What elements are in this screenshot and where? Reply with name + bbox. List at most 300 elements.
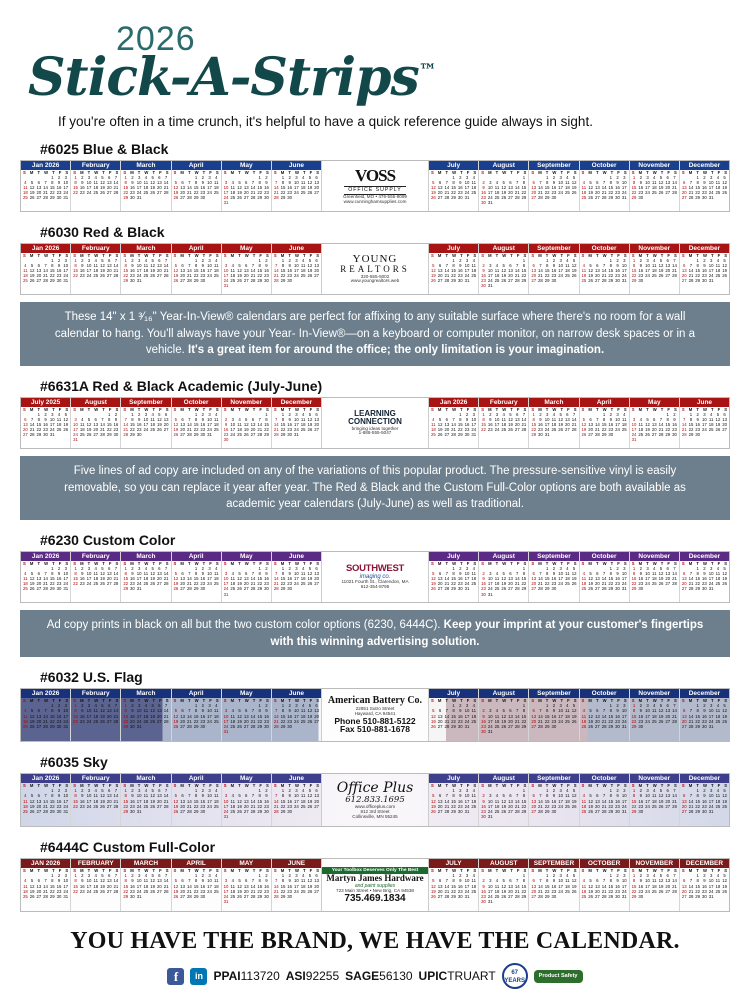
month-name: APRIL — [172, 859, 221, 868]
ad-officeplus-phone: 612.833.1695 — [345, 795, 405, 806]
asi-label: ASI — [285, 969, 306, 984]
trademark-symbol: ™ — [418, 60, 437, 82]
month-block — [272, 398, 321, 448]
month-grid: 1 2 3 4 5 6 7 8 9 10 11 12 13 14 15 16 17 18 19 20 21 22 23 24 25 26 27 28 29 30 31 — [22, 258, 69, 284]
weekday-header: S M T W T F S — [73, 561, 119, 567]
ad-martyn-james — [321, 859, 429, 911]
month-name: MAY — [222, 859, 271, 868]
message-bar-2 — [20, 456, 730, 520]
month-block — [630, 689, 680, 741]
ad-learning-name2: CONNECTION — [348, 417, 402, 427]
weekday-header: S M T W T F S — [223, 698, 269, 704]
month-name: March — [529, 398, 578, 407]
ad-voss — [321, 161, 429, 211]
month-grid: 1 2 3 4 5 6 7 8 9 10 11 12 13 14 15 16 17 18 19 20 21 22 23 24 25 26 27 28 29 30 — [173, 566, 219, 592]
ad-southwest-name: SOUTHWEST — [346, 563, 404, 575]
month-block — [680, 398, 729, 448]
weekday-header: S M T W T F S — [431, 407, 477, 413]
strip-right-months — [429, 398, 729, 448]
month-grid: 1 2 3 4 5 6 7 8 9 10 11 12 13 14 15 16 17 18 19 20 21 22 23 24 25 26 27 28 29 30 — [173, 175, 219, 201]
weekday-header: S M T W T F S — [431, 868, 477, 874]
month-block — [580, 398, 630, 448]
month-grid: 1 2 3 4 5 6 7 8 9 10 11 12 13 14 15 16 17 18 19 20 21 22 23 24 25 26 27 28 29 30 31 — [223, 873, 269, 904]
month-grid: 1 2 3 4 5 6 7 8 9 10 11 12 13 14 15 16 17 18 19 20 21 22 23 24 25 26 27 28 29 30 31 — [273, 412, 320, 438]
ad-martyn-name: Martyn James Hardware — [326, 872, 424, 883]
month-name: February — [71, 689, 120, 698]
month-name: June — [272, 552, 321, 561]
month-name: November — [630, 161, 679, 170]
weekday-header: S M T W T F S — [581, 561, 627, 567]
month-grid: 1 2 3 4 5 6 7 8 9 10 11 12 13 14 15 16 17 18 19 20 21 22 23 24 25 26 27 28 — [73, 175, 119, 196]
weekday-header: S M T W T F S — [123, 561, 169, 567]
month-block — [21, 398, 71, 448]
month-name: December — [680, 774, 729, 783]
strip-left-months — [21, 689, 321, 741]
weekday-header: S M T W T F S — [273, 253, 319, 258]
linkedin-icon[interactable]: in — [190, 968, 207, 985]
month-block — [222, 161, 272, 211]
month-grid: 1 2 3 4 5 6 7 8 9 10 11 12 13 14 15 16 17 18 19 20 21 22 23 24 25 26 27 28 29 30 — [631, 258, 677, 284]
weekday-header: S M T W T F S — [23, 407, 69, 413]
weekday-header: S M T W T F S — [481, 698, 527, 704]
weekday-header: S M T W T F S — [631, 407, 677, 413]
month-name: August — [479, 689, 528, 698]
month-name: Jan 2026 — [21, 774, 70, 783]
weekday-header: S M T W T F S — [481, 868, 527, 874]
month-grid: 1 2 3 4 5 6 7 8 9 10 11 12 13 14 15 16 17 18 19 20 21 22 23 24 25 26 27 28 29 30 31 — [123, 258, 169, 284]
strip-left-months — [21, 552, 321, 602]
month-grid: 1 2 3 4 5 6 7 8 9 10 11 12 13 14 15 16 17 18 19 20 21 22 23 24 25 26 27 28 29 30 — [581, 412, 627, 438]
message-2-text: Five lines of ad copy are included on any of the variations of this popular product. The pressure-sensitive vinyl is easily removable, so you can replace it year after year. The Red & Black and the Custom Full-Color options are both available as academic year calendars (July-June) as well as traditional. — [64, 465, 686, 511]
ad-southwest-imaging — [321, 552, 429, 602]
weekday-header: S M T W T F S — [481, 253, 527, 258]
section-title-6035: #6035 Sky — [40, 754, 108, 771]
weekday-header: S M T W T F S — [73, 253, 119, 258]
weekday-header: S M T W T F S — [531, 253, 577, 258]
month-grid: 1 2 3 4 5 6 7 8 9 10 11 12 13 14 15 16 17 18 19 20 21 22 23 24 25 26 27 28 29 30 31 — [581, 175, 627, 201]
month-grid: 1 2 3 4 5 6 7 8 9 10 11 12 13 14 15 16 17 18 19 20 21 22 23 24 25 26 27 28 29 30 — [531, 788, 577, 814]
month-grid: 1 2 3 4 5 6 7 8 9 10 11 12 13 14 15 16 17 18 19 20 21 22 23 24 25 26 27 28 29 30 — [173, 788, 219, 814]
month-grid: 1 2 3 4 5 6 7 8 9 10 11 12 13 14 15 16 17 18 19 20 21 22 23 24 25 26 27 28 — [73, 258, 119, 279]
weekday-header: S M T W T F S — [631, 561, 677, 567]
weekday-header: S M T W T F S — [223, 868, 269, 874]
month-block — [121, 774, 171, 826]
footer-badges — [0, 963, 750, 989]
calendar-strip-6030 — [20, 243, 730, 295]
month-name: February — [479, 398, 528, 407]
month-name: April — [172, 244, 221, 253]
month-grid: 1 2 3 4 5 6 7 8 9 10 11 12 13 14 15 16 17 18 19 20 21 22 23 24 25 26 27 28 29 30 31 — [22, 566, 69, 592]
month-grid: 1 2 3 4 5 6 7 8 9 10 11 12 13 14 15 16 17 18 19 20 21 22 23 24 25 26 27 28 29 30 31 — [73, 412, 119, 443]
month-block — [479, 689, 529, 741]
section-title-6032: #6032 U.S. Flag — [40, 669, 143, 686]
facebook-icon[interactable]: f — [167, 968, 184, 985]
ad-battery-fax: Fax 510-881-1678 — [340, 724, 410, 735]
sage-value: 56130 — [379, 969, 413, 984]
weekday-header: S M T W T F S — [481, 783, 527, 789]
month-grid: 1 2 3 4 5 6 7 8 9 10 11 12 13 14 15 16 17 18 19 20 21 22 23 24 25 26 27 28 29 30 31 — [631, 412, 677, 443]
month-grid: 1 2 3 4 5 6 7 8 9 10 11 12 13 14 15 16 17 18 19 20 21 22 23 24 25 26 27 28 29 30 31 — [481, 566, 527, 597]
ad-learning-sub: bringing ideas together — [351, 425, 399, 431]
month-name: August — [479, 244, 528, 253]
month-grid: 1 2 3 4 5 6 7 8 9 10 11 12 13 14 15 16 17 18 19 20 21 22 23 24 25 26 27 28 29 30 — [173, 258, 219, 284]
month-block — [172, 161, 222, 211]
month-grid: 1 2 3 4 5 6 7 8 9 10 11 12 13 14 15 16 17 18 19 20 21 22 23 24 25 26 27 28 29 30 — [173, 873, 219, 899]
month-block — [630, 161, 680, 211]
weekday-header: S M T W T F S — [531, 561, 577, 567]
month-grid: 1 2 3 4 5 6 7 8 9 10 11 12 13 14 15 16 17 18 19 20 21 22 23 24 25 26 27 28 29 30 — [273, 258, 320, 284]
weekday-header: S M T W T F S — [123, 868, 169, 874]
ad-voss-address: Greenfield, MO • 476-555-9099 — [343, 194, 407, 200]
month-grid: 1 2 3 4 5 6 7 8 9 10 11 12 13 14 15 16 17 18 19 20 21 22 23 24 25 26 27 28 29 30 — [531, 258, 577, 284]
month-name: July — [429, 774, 478, 783]
strip-left-months — [21, 774, 321, 826]
month-block — [529, 689, 579, 741]
month-block — [272, 552, 321, 602]
month-block — [172, 398, 222, 448]
month-name: July — [429, 552, 478, 561]
month-grid: 1 2 3 4 5 6 7 8 9 10 11 12 13 14 15 16 17 18 19 20 21 22 23 24 25 26 27 28 29 30 31 — [430, 566, 477, 592]
message-1-bold: It's a great item for around the office; the only limitation is your imagination. — [188, 344, 605, 357]
month-name: February — [71, 244, 120, 253]
weekday-header: S M T W T F S — [581, 170, 627, 175]
calendar-strip-6032 — [20, 688, 730, 742]
month-grid: 1 2 3 4 5 6 7 8 9 10 11 12 13 14 15 16 17 18 19 20 21 22 23 24 25 26 27 28 29 30 31 — [581, 873, 627, 899]
month-block — [630, 774, 680, 826]
month-block — [630, 398, 680, 448]
month-grid: 1 2 3 4 5 6 7 8 9 10 11 12 13 14 15 16 17 18 19 20 21 22 23 24 25 26 27 28 29 30 31 — [581, 703, 627, 729]
weekday-header: S M T W T F S — [681, 698, 727, 704]
weekday-header: S M T W T F S — [631, 698, 677, 704]
month-block — [121, 859, 171, 911]
month-block — [429, 859, 479, 911]
month-grid: 1 2 3 4 5 6 7 8 9 10 11 12 13 14 15 16 17 18 19 20 21 22 23 24 25 26 27 28 29 30 31 — [22, 873, 69, 899]
ad-officeplus-web: www.officeplus.com — [354, 803, 396, 809]
month-grid: 1 2 3 4 5 6 7 8 9 10 11 12 13 14 15 16 17 18 19 20 21 22 23 24 25 26 27 28 29 30 31 — [430, 175, 477, 201]
weekday-header: S M T W T F S — [631, 253, 677, 258]
month-block — [21, 774, 71, 826]
strip-right-months — [429, 244, 729, 294]
month-grid: 1 2 3 4 5 6 7 8 9 10 11 12 13 14 15 16 17 18 19 20 21 22 23 24 25 26 27 28 — [481, 412, 527, 433]
anniversary-badge-icon: 67 YEARS — [502, 963, 528, 989]
weekday-header: S M T W T F S — [123, 170, 169, 175]
month-grid: 1 2 3 4 5 6 7 8 9 10 11 12 13 14 15 16 17 18 19 20 21 22 23 24 25 26 27 28 29 30 — [631, 175, 677, 201]
asi-badge — [286, 969, 339, 983]
month-grid: 1 2 3 4 5 6 7 8 9 10 11 12 13 14 15 16 17 18 19 20 21 22 23 24 25 26 27 28 29 30 — [531, 566, 577, 592]
month-grid: 1 2 3 4 5 6 7 8 9 10 11 12 13 14 15 16 17 18 19 20 21 22 23 24 25 26 27 28 29 30 — [531, 703, 577, 729]
month-name: July 2025 — [21, 398, 70, 407]
month-name: JAN 2026 — [21, 859, 70, 868]
month-grid: 1 2 3 4 5 6 7 8 9 10 11 12 13 14 15 16 17 18 19 20 21 22 23 24 25 26 27 28 29 30 — [631, 788, 677, 814]
ad-young-phone: 320-555-5002 — [360, 273, 390, 279]
ad-young-sub: REALTORS — [340, 264, 410, 275]
month-block — [71, 774, 121, 826]
month-grid: 1 2 3 4 5 6 7 8 9 10 11 12 13 14 15 16 17 18 19 20 21 22 23 24 25 26 27 28 29 30 31 — [481, 873, 527, 904]
month-block — [529, 398, 579, 448]
month-grid: 1 2 3 4 5 6 7 8 9 10 11 12 13 14 15 16 17 18 19 20 21 22 23 24 25 26 27 28 29 30 31 — [481, 788, 527, 819]
upic-label: UPIC — [418, 969, 448, 984]
month-block — [680, 244, 729, 294]
month-name: August — [479, 774, 528, 783]
weekday-header: S M T W T F S — [23, 170, 69, 175]
section-title-6631a: #6631A Red & Black Academic (July-June) — [40, 378, 323, 395]
month-name: February — [71, 161, 120, 170]
ppai-label: PPAI — [213, 969, 241, 984]
month-name: July — [429, 689, 478, 698]
month-grid: 1 2 3 4 5 6 7 8 9 10 11 12 13 14 15 16 17 18 19 20 21 22 23 24 25 26 27 28 — [73, 873, 119, 894]
weekday-header: S M T W T F S — [73, 698, 119, 704]
month-grid: 1 2 3 4 5 6 7 8 9 10 11 12 13 14 15 16 17 18 19 20 21 22 23 24 25 26 27 28 29 30 31 — [481, 258, 527, 289]
month-block — [580, 689, 630, 741]
page-header — [0, 0, 750, 129]
month-name: December — [680, 552, 729, 561]
month-block — [630, 552, 680, 602]
month-grid: 1 2 3 4 5 6 7 8 9 10 11 12 13 14 15 16 17 18 19 20 21 22 23 24 25 26 27 28 — [73, 566, 119, 587]
weekday-header: S M T W T F S — [431, 561, 477, 567]
weekday-header: S M T W T F S — [681, 253, 727, 258]
month-name: December — [680, 161, 729, 170]
weekday-header: S M T W T F S — [273, 407, 319, 413]
weekday-header: S M T W T F S — [273, 561, 319, 567]
weekday-header: S M T W T F S — [223, 783, 269, 789]
weekday-header: S M T W T F S — [223, 561, 269, 567]
month-name: November — [630, 689, 679, 698]
month-name: April — [172, 161, 221, 170]
strip-left-months — [21, 398, 321, 448]
month-name: October — [580, 244, 629, 253]
ad-battery-address1: 22851 Sutro Street — [355, 705, 395, 711]
weekday-header: S M T W T F S — [681, 561, 727, 567]
calendar-strip-6035 — [20, 773, 730, 827]
month-grid: 1 2 3 4 5 6 7 8 9 10 11 12 13 14 15 16 17 18 19 20 21 22 23 24 25 26 27 28 29 30 31 — [581, 788, 627, 814]
month-block — [680, 161, 729, 211]
month-name: December — [680, 244, 729, 253]
month-grid: 1 2 3 4 5 6 7 8 9 10 11 12 13 14 15 16 17 18 19 20 21 22 23 24 25 26 27 28 29 30 31 — [681, 258, 728, 284]
month-block — [71, 552, 121, 602]
month-grid: 1 2 3 4 5 6 7 8 9 10 11 12 13 14 15 16 17 18 19 20 21 22 23 24 25 26 27 28 29 30 — [273, 788, 320, 814]
month-block — [529, 161, 579, 211]
month-block — [630, 859, 680, 911]
month-block — [429, 774, 479, 826]
ppai-value: 113720 — [240, 969, 280, 984]
month-grid: 1 2 3 4 5 6 7 8 9 10 11 12 13 14 15 16 17 18 19 20 21 22 23 24 25 26 27 28 29 30 31 — [223, 788, 269, 819]
month-name: July — [429, 161, 478, 170]
section-title-6030: #6030 Red & Black — [40, 224, 165, 240]
month-name: October — [580, 689, 629, 698]
month-name: November — [630, 774, 679, 783]
month-block — [222, 774, 272, 826]
month-block — [121, 161, 171, 211]
month-block — [21, 161, 71, 211]
weekday-header: S M T W T F S — [581, 783, 627, 789]
month-name: October — [172, 398, 221, 407]
month-grid: 1 2 3 4 5 6 7 8 9 10 11 12 13 14 15 16 17 18 19 20 21 22 23 24 25 26 27 28 29 30 31 — [430, 412, 477, 438]
weekday-header: S M T W T F S — [531, 407, 577, 413]
month-grid: 1 2 3 4 5 6 7 8 9 10 11 12 13 14 15 16 17 18 19 20 21 22 23 24 25 26 27 28 29 30 — [531, 175, 577, 201]
month-name: September — [529, 552, 578, 561]
month-name: March — [121, 774, 170, 783]
month-name: December — [680, 689, 729, 698]
weekday-header: S M T W T F S — [631, 868, 677, 874]
month-name: April — [580, 398, 629, 407]
month-grid: 1 2 3 4 5 6 7 8 9 10 11 12 13 14 15 16 17 18 19 20 21 22 23 24 25 26 27 28 29 30 31 — [681, 566, 728, 592]
ad-battery-name: American Battery Co. — [327, 695, 423, 707]
month-block — [222, 859, 272, 911]
month-name: November — [222, 398, 271, 407]
month-name: April — [172, 689, 221, 698]
month-grid: 1 2 3 4 5 6 7 8 9 10 11 12 13 14 15 16 17 18 19 20 21 22 23 24 25 26 27 28 29 30 31 — [22, 175, 69, 201]
month-block — [272, 774, 321, 826]
month-block — [21, 552, 71, 602]
month-name: September — [529, 689, 578, 698]
weekday-header: S M T W T F S — [223, 170, 269, 175]
month-name: Jan 2026 — [21, 161, 70, 170]
strip-right-months — [429, 774, 729, 826]
month-grid: 1 2 3 4 5 6 7 8 9 10 11 12 13 14 15 16 17 18 19 20 21 22 23 24 25 26 27 28 29 30 — [123, 412, 169, 438]
month-grid: 1 2 3 4 5 6 7 8 9 10 11 12 13 14 15 16 17 18 19 20 21 22 23 24 25 26 27 28 29 30 31 — [430, 258, 477, 284]
month-block — [71, 398, 121, 448]
ad-learning-name: LEARNING — [354, 408, 396, 418]
upic-badge — [419, 969, 496, 983]
weekday-header: S M T W T F S — [223, 253, 269, 258]
month-grid: 1 2 3 4 5 6 7 8 9 10 11 12 13 14 15 16 17 18 19 20 21 22 23 24 25 26 27 28 29 30 31 — [531, 412, 577, 438]
month-grid: 1 2 3 4 5 6 7 8 9 10 11 12 13 14 15 16 17 18 19 20 21 22 23 24 25 26 27 28 — [73, 788, 119, 809]
month-name: Jan 2026 — [21, 552, 70, 561]
month-grid: 1 2 3 4 5 6 7 8 9 10 11 12 13 14 15 16 17 18 19 20 21 22 23 24 25 26 27 28 29 30 — [631, 566, 677, 592]
ad-battery-address2: Hayward, CA 94541 — [354, 710, 396, 716]
month-grid: 1 2 3 4 5 6 7 8 9 10 11 12 13 14 15 16 17 18 19 20 21 22 23 24 25 26 27 28 29 30 31 — [123, 175, 169, 201]
month-grid: 1 2 3 4 5 6 7 8 9 10 11 12 13 14 15 16 17 18 19 20 21 22 23 24 25 26 27 28 29 30 — [223, 412, 269, 443]
month-name: Jan 2026 — [21, 244, 70, 253]
weekday-header: S M T W T F S — [173, 783, 219, 789]
weekday-header: S M T W T F S — [173, 253, 219, 258]
ad-officeplus-address2: Collinsville, MN 55245 — [352, 813, 398, 819]
month-name: June — [272, 244, 321, 253]
month-block — [222, 689, 272, 741]
ad-young-realtors — [321, 244, 429, 294]
weekday-header: S M T W T F S — [531, 868, 577, 874]
month-name: August — [479, 161, 528, 170]
weekday-header: S M T W T F S — [631, 170, 677, 175]
weekday-header: S M T W T F S — [273, 170, 319, 175]
strip-right-months — [429, 859, 729, 911]
weekday-header: S M T W T F S — [273, 698, 319, 704]
weekday-header: S M T W T F S — [173, 170, 219, 175]
month-name: February — [71, 774, 120, 783]
month-block — [121, 689, 171, 741]
month-grid: 1 2 3 4 5 6 7 8 9 10 11 12 13 14 15 16 17 18 19 20 21 22 23 24 25 26 27 28 29 30 31 — [123, 873, 169, 899]
weekday-header: S M T W T F S — [581, 698, 627, 704]
month-grid: 1 2 3 4 5 6 7 8 9 10 11 12 13 14 15 16 17 18 19 20 21 22 23 24 25 26 27 28 29 30 31 — [581, 258, 627, 284]
month-block — [121, 552, 171, 602]
month-block — [21, 689, 71, 741]
ad-battery-phone: Phone 510-881-5122 — [334, 715, 416, 726]
month-grid: 1 2 3 4 5 6 7 8 9 10 11 12 13 14 15 16 17 18 19 20 21 22 23 24 25 26 27 28 29 30 — [273, 566, 320, 592]
month-block — [71, 859, 121, 911]
month-name: Jan 2026 — [21, 689, 70, 698]
month-name: April — [172, 552, 221, 561]
message-3-text: Ad copy prints in black on all but the two custom color options (6230, 6444C). — [46, 619, 444, 632]
brand-logo — [28, 47, 437, 108]
weekday-header: S M T W T F S — [73, 407, 119, 413]
section-title-6444c: #6444C Custom Full-Color — [40, 839, 216, 856]
month-block — [529, 244, 579, 294]
weekday-header: S M T W T F S — [531, 698, 577, 704]
weekday-header: S M T W T F S — [431, 783, 477, 789]
weekday-header: S M T W T F S — [431, 170, 477, 175]
month-name: NOVEMBER — [630, 859, 679, 868]
ad-southwest-address: 11021 Fourth St., Clarendon, MA — [341, 579, 409, 585]
ad-voss-name: VOSS — [354, 166, 396, 186]
month-name: May — [222, 552, 271, 561]
month-name: September — [121, 398, 170, 407]
tagline: If you're often in a time crunch, it's helpful to have a quick reference guide always in sight. — [58, 114, 593, 129]
month-name: March — [121, 689, 170, 698]
month-name: September — [529, 774, 578, 783]
month-name: May — [630, 398, 679, 407]
month-grid: 1 2 3 4 5 6 7 8 9 10 11 12 13 14 15 16 17 18 19 20 21 22 23 24 25 26 27 28 29 30 31 — [22, 788, 69, 814]
month-name: June — [272, 161, 321, 170]
month-grid: 1 2 3 4 5 6 7 8 9 10 11 12 13 14 15 16 17 18 19 20 21 22 23 24 25 26 27 28 29 30 31 — [223, 175, 269, 206]
month-block — [222, 244, 272, 294]
weekday-header: S M T W T F S — [173, 698, 219, 704]
month-name: June — [272, 689, 321, 698]
section-title-6230: #6230 Custom Color — [40, 532, 176, 549]
month-name: November — [630, 244, 679, 253]
month-grid: 1 2 3 4 5 6 7 8 9 10 11 12 13 14 15 16 17 18 19 20 21 22 23 24 25 26 27 28 29 30 31 — [681, 788, 728, 814]
month-block — [529, 774, 579, 826]
weekday-header: S M T W T F S — [73, 868, 119, 874]
month-name: March — [121, 552, 170, 561]
brand-logo-text: Stick-A-Strips — [28, 47, 419, 108]
calendar-strip-6444c — [20, 858, 730, 912]
ad-officeplus-address1: 812 3rd Street — [360, 808, 390, 814]
weekday-header: S M T W T F S — [73, 170, 119, 175]
month-name: December — [272, 398, 321, 407]
month-grid: 1 2 3 4 5 6 7 8 9 10 11 12 13 14 15 16 17 18 19 20 21 22 23 24 25 26 27 28 29 30 31 — [430, 703, 477, 729]
message-bar-3 — [20, 610, 730, 657]
weekday-header: S M T W T F S — [581, 253, 627, 258]
weekday-header: S M T W T F S — [123, 783, 169, 789]
weekday-header: S M T W T F S — [581, 868, 627, 874]
weekday-header: S M T W T F S — [631, 783, 677, 789]
month-grid: 1 2 3 4 5 6 7 8 9 10 11 12 13 14 15 16 17 18 19 20 21 22 23 24 25 26 27 28 29 30 31 — [173, 412, 219, 438]
weekday-header: S M T W T F S — [481, 407, 527, 413]
month-block — [680, 552, 729, 602]
month-block — [479, 552, 529, 602]
month-block — [429, 244, 479, 294]
month-block — [479, 398, 529, 448]
month-block — [630, 244, 680, 294]
month-name: MARCH — [121, 859, 170, 868]
month-block — [172, 689, 222, 741]
month-grid: 1 2 3 4 5 6 7 8 9 10 11 12 13 14 15 16 17 18 19 20 21 22 23 24 25 26 27 28 29 30 31 — [430, 873, 477, 899]
month-block — [680, 859, 729, 911]
month-grid: 1 2 3 4 5 6 7 8 9 10 11 12 13 14 15 16 17 18 19 20 21 22 23 24 25 26 27 28 29 30 31 — [481, 703, 527, 734]
weekday-header: S M T W T F S — [173, 868, 219, 874]
month-block — [172, 774, 222, 826]
message-bar-1 — [20, 302, 730, 366]
month-block — [429, 161, 479, 211]
ad-young-web: www.youngrealtors.web — [350, 278, 400, 284]
strip-right-months — [429, 689, 729, 741]
weekday-header: S M T W T F S — [481, 170, 527, 175]
month-block — [479, 774, 529, 826]
month-name: June — [272, 774, 321, 783]
section-title-6025: #6025 Blue & Black — [40, 141, 169, 157]
month-grid: 1 2 3 4 5 6 7 8 9 10 11 12 13 14 15 16 17 18 19 20 21 22 23 24 25 26 27 28 29 30 31 — [22, 703, 69, 729]
month-name: September — [529, 244, 578, 253]
